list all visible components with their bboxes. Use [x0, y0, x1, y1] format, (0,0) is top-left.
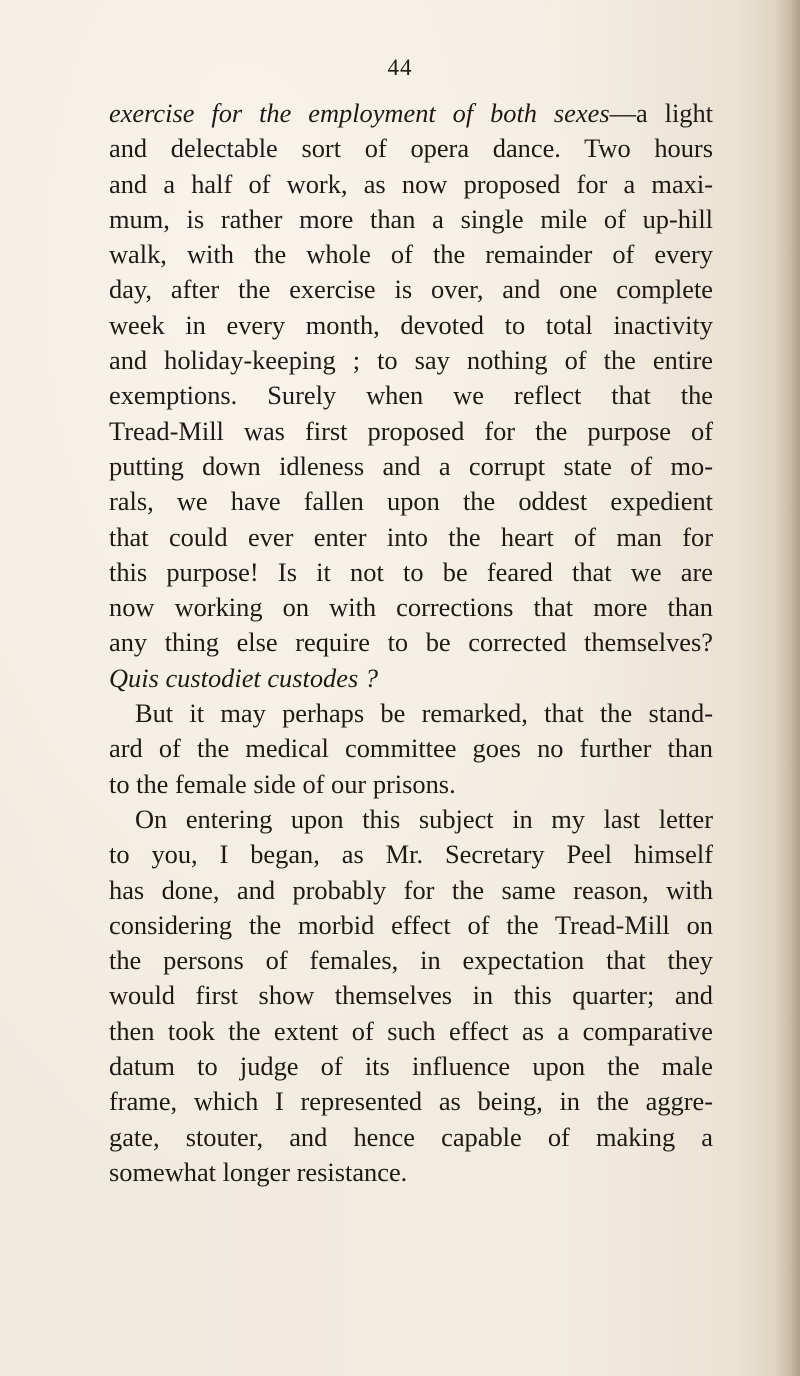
text-line [109, 873, 713, 908]
text-line [109, 978, 713, 1013]
text-line [109, 802, 713, 837]
text-segment: gate, stouter, and hence capable of making a [109, 1121, 713, 1152]
text-segment: putting down idleness and a corrupt state of mo- [109, 450, 713, 481]
text-segment: rals, we have fallen upon the oddest expedient [109, 486, 713, 517]
text-line [109, 590, 713, 625]
text-line [109, 343, 713, 378]
text-segment: ard of the medical committee goes no further than [109, 733, 713, 764]
text-segment: —a light [609, 98, 713, 128]
text-segment: that could ever enter into the heart of man for [109, 521, 713, 552]
text-line [109, 96, 713, 131]
text-line [109, 555, 713, 590]
text-segment: and a half of work, as now proposed for a maxi- [109, 168, 713, 199]
italic-text: exercise for the employment of both sexes [109, 98, 610, 128]
text-line [109, 1014, 713, 1049]
text-line [109, 1084, 713, 1119]
text-line [109, 661, 713, 696]
text-segment: considering the morbid effect of the Tread-Mill on [109, 909, 713, 940]
text-line [109, 414, 713, 449]
text-line [109, 1155, 713, 1190]
text-line [109, 1120, 713, 1155]
text-line [109, 943, 713, 978]
text-segment: Tread-Mill was first proposed for the purpose of [109, 415, 713, 446]
text-line [109, 131, 713, 166]
text-segment: now working on with corrections that more than [109, 592, 713, 623]
text-line [109, 378, 713, 413]
text-line [109, 696, 713, 731]
text-segment: week in every month, devoted to total inactivity [109, 309, 713, 340]
body-text [109, 96, 713, 1190]
text-segment: the persons of females, in expectation that they [109, 945, 713, 976]
text-segment: would first show themselves in this quarter; and [109, 980, 713, 1011]
text-line [109, 908, 713, 943]
text-segment: this purpose! Is it not to be feared that we are [109, 556, 713, 587]
text-segment: On entering upon this subject in my last letter [135, 803, 713, 834]
text-segment: mum, is rather more than a single mile of up-hill [109, 203, 713, 234]
text-segment: to you, I began, as Mr. Secretary Peel himself [109, 839, 713, 870]
text-line [109, 272, 713, 307]
italic-text: Quis custodiet custodes ? [109, 662, 379, 693]
text-segment: to the female side of our prisons. [109, 768, 456, 799]
text-segment: has done, and probably for the same reason, with [109, 874, 713, 905]
text-segment: exemptions. Surely when we reflect that the [109, 380, 713, 411]
text-segment: But it may perhaps be remarked, that the stand- [135, 698, 713, 729]
text-line [109, 237, 713, 272]
text-segment: any thing else require to be corrected themselves? [109, 627, 713, 658]
text-segment: and delectable sort of opera dance. Two hours [109, 133, 713, 164]
text-segment: and holiday-keeping ; to say nothing of the entire [109, 345, 713, 376]
text-segment: day, after the exercise is over, and one complete [109, 274, 713, 305]
text-segment: frame, which I represented as being, in the aggre- [109, 1086, 713, 1117]
text-segment: datum to judge of its influence upon the male [109, 1051, 713, 1082]
page-number: 44 [387, 55, 413, 80]
text-segment: walk, with the whole of the remainder of every [109, 239, 713, 270]
text-line [109, 202, 713, 237]
text-line [109, 1049, 713, 1084]
text-line [109, 767, 713, 802]
text-line [109, 449, 713, 484]
text-line [109, 625, 713, 660]
text-line [109, 837, 713, 872]
text-line [109, 520, 713, 555]
text-segment: then took the extent of such effect as a comparative [109, 1015, 713, 1046]
text-line [109, 731, 713, 766]
text-line [109, 484, 713, 519]
text-line [109, 167, 713, 202]
text-segment: somewhat longer resistance. [109, 1156, 408, 1187]
text-line [109, 308, 713, 343]
page-edge-shadow [774, 0, 800, 1376]
